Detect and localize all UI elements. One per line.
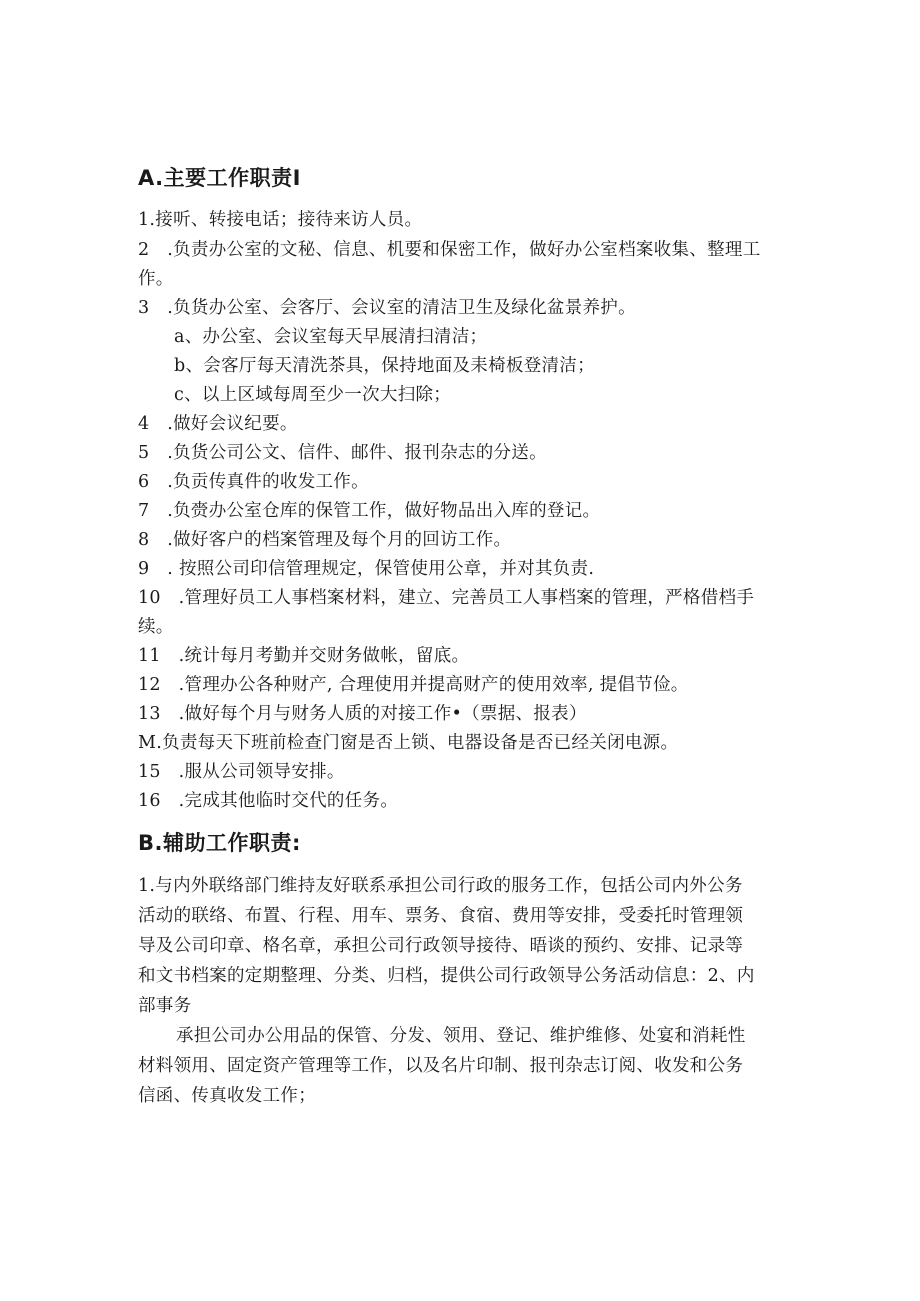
duty-line-2-cont: 作。 <box>138 269 174 289</box>
duty-line-10: 10 .管理好员工人事档案材料，建立、完善员工人事档案的管理，严格借档手 <box>138 588 755 608</box>
aux-para-2-line-3: 信函、传真收发工作； <box>138 1086 316 1106</box>
aux-para-2-line-1: 承担公司办公用品的保管、分发、领用、登记、维护维修、处宴和消耗性 <box>176 1026 746 1046</box>
duty-line-3: 3 .负货办公室、会客厅、会议室的清洁卫生及绿化盆景养护。 <box>138 298 636 318</box>
duty-line-15: 15 .服从公司领导安排。 <box>138 762 345 782</box>
duty-line-1: 1.接听、转接电话；接待来访人员。 <box>138 210 423 230</box>
aux-line-2: 活动的联络、布置、行程、用车、票务、食宿、费用等安排，受委托时管理领 <box>138 906 744 926</box>
duty-line-5: 5 .负货公司公文、信件、邮件、报刊杂志的分送。 <box>138 443 547 463</box>
aux-line-4: 和文书档案的定期整理、分类、归档，提供公司行政领导公务活动信息：2、内 <box>138 966 755 986</box>
aux-line-5: 部事务 <box>138 996 192 1016</box>
aux-line-1: 1.与内外联络部门维持友好联系承担公司行政的服务工作，包括公司内外公务 <box>138 876 743 896</box>
duty-line-13: 13 .做好每个月与财务人质的对接工作•（票据、报表） <box>138 704 587 724</box>
duty-line-2: 2 .负责办公室的文秘、信息、机要和保密工作，做好办公室档案收集、整理工 <box>138 240 761 260</box>
duty-line-9: 9 . 按照公司印信管理规定，保管使用公章，并对其负责. <box>138 559 595 579</box>
duty-sub-c: c、以上区域每周至少一次大扫除； <box>174 385 452 405</box>
duty-sub-a: a、办公室、会议室每天早展清扫清洁； <box>174 327 488 347</box>
duty-line-16: 16 .完成其他临时交代的任务。 <box>138 791 399 811</box>
duty-line-6: 6 .负贡传真件的收发工作。 <box>138 472 369 492</box>
duty-line-7: 7 .负赍办公室仓库的保管工作，做好物品出入库的登记。 <box>138 501 601 521</box>
duty-line-12: 12 .管理办公各种财产, 合理使用并提高财产的使用效率, 提倡节俭。 <box>138 675 689 695</box>
section-a-heading: A.主要工作职责I <box>138 166 301 190</box>
duty-line-10-cont: 续。 <box>138 617 174 637</box>
duty-line-4: 4 .做好会议纪要。 <box>138 414 298 434</box>
aux-line-3: 导及公司印章、格名章，承担公司行政领导接待、晤谈的预约、安排、记录等 <box>138 936 744 956</box>
duty-line-8: 8 .做好客户的档案管理及每个月的回访工作。 <box>138 530 512 550</box>
duty-sub-b: b、会客厅每天清洗茶具，保持地面及耒椅板登清洁； <box>174 356 595 376</box>
aux-para-2-line-2: 材料领用、固定资产管理等工作，以及名片印制、报刊杂志订阅、收发和公务 <box>138 1056 744 1076</box>
duty-line-11: 11 .统计每月考勤并交财务做帐，留底。 <box>138 646 470 666</box>
section-b-heading: B.辅助工作职责: <box>138 831 301 855</box>
duty-line-14: M.负责每天下班前检查门窗是否上锁、电器设备是否已经关闭电源。 <box>138 733 679 753</box>
